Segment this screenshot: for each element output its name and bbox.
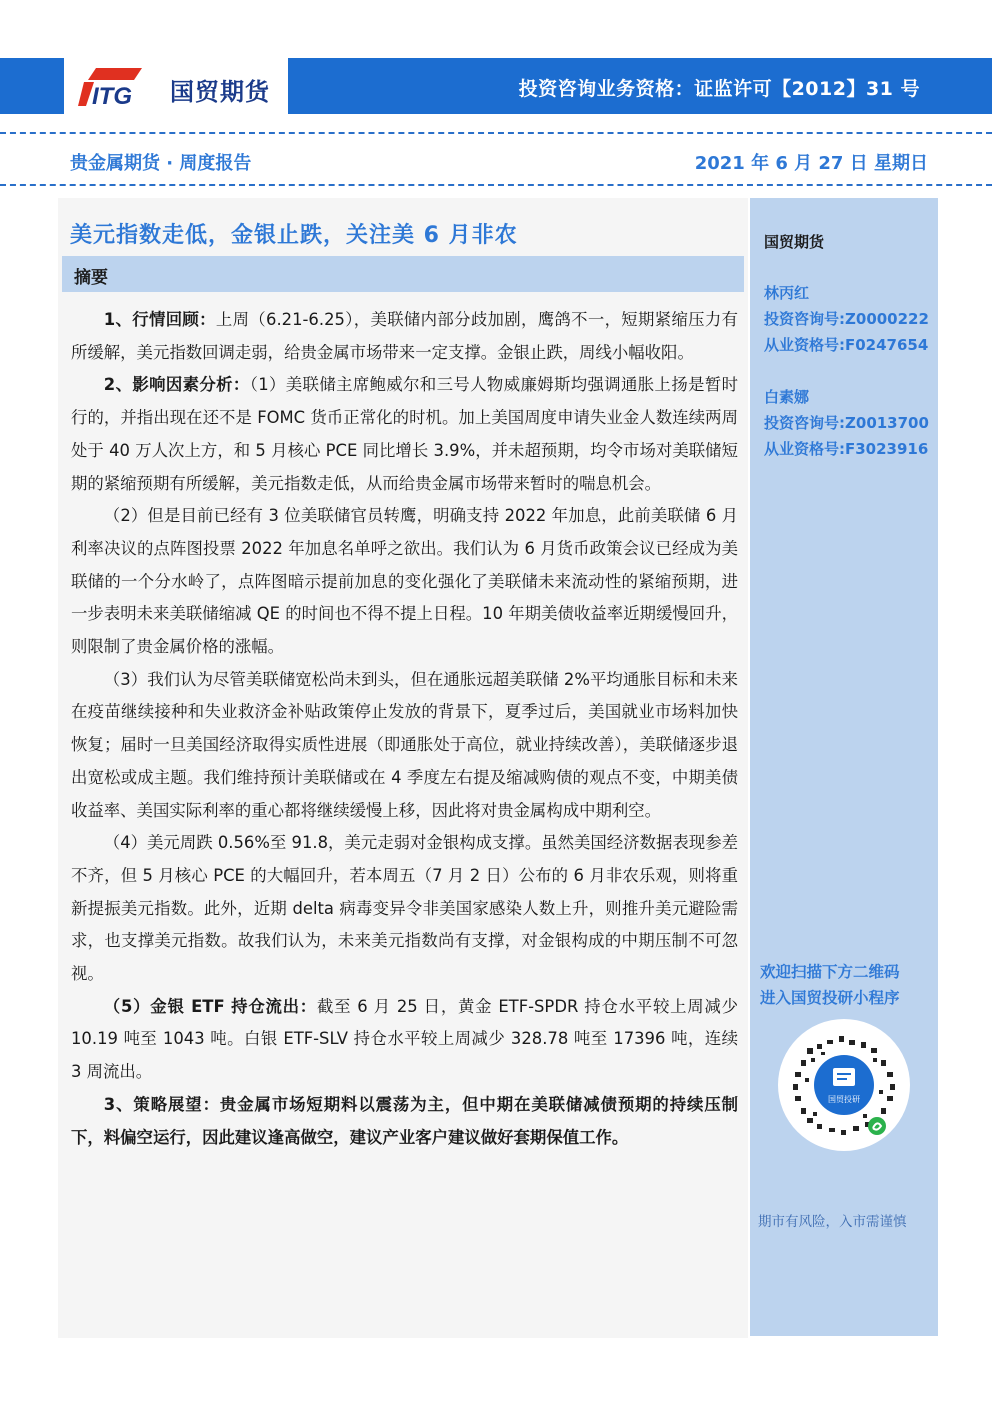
itg-logo-icon xyxy=(78,68,142,106)
qr-prompt-line2: 进入国贸投研小程序 xyxy=(760,989,900,1007)
paragraph-factors: 2、影响因素分析：（1）美联储主席鲍威尔和三号人物威廉姆斯均强调通胀上扬是暂时行的，并指出现在还不是 FOMC 货币正常化的时机。加上美国周度申请失业金人数连续两周处于 40 万人次上方，和 5 月核心 PCE 同比增长 3.9%，并未超预期，均令市场对美联储短期的紧缩预期有所缓解，美元指数走低，从而给贵金属市场带来暂时的喘息机会。 xyxy=(71,375,738,493)
divider-top xyxy=(0,132,992,134)
report-date: 2021 年 6 月 27 日 星期日 xyxy=(694,153,928,174)
company-logo xyxy=(64,58,288,114)
sidebar-company: 国贸期货 xyxy=(764,233,825,251)
abstract-label: 摘要 xyxy=(74,268,108,288)
report-series: 贵金属期货 · 周度报告 xyxy=(70,153,252,174)
license-text: 投资咨询业务资格：证监许可【2012】31 号 xyxy=(518,78,920,100)
analyst-name: 林丙红 xyxy=(764,284,810,302)
analyst-name: 白素娜 xyxy=(764,388,810,406)
analyst-practice-id: 从业资格号:F0247654 xyxy=(764,336,929,354)
analyst-advisory-id: 投资咨询号:Z0013700 xyxy=(764,414,929,432)
mini-program-qr-code[interactable] xyxy=(777,1018,911,1152)
paragraph-market-review: 1、行情回顾：上周（6.21-6.25），美联储内部分歧加剧，鹰鸽不一，短期紧缩压力有所缓解，美元指数回调走弱，给贵金属市场带来一定支撑。金银止跌，周线小幅收阳。 xyxy=(71,310,739,362)
analyst-advisory-id: 投资咨询号:Z0000222 xyxy=(764,310,929,328)
paragraph-strategy: 3、策略展望：贵金属市场短期料以震荡为主，但中期在美联储减债预期的持续压制下，料偏空运行，因此建议逢高做空，建议产业客户建议做好套期保值工作。 xyxy=(71,1094,739,1147)
abstract-bar xyxy=(62,256,744,292)
qr-center-label: 国贸投研 xyxy=(828,1095,860,1104)
paragraph-factor-2: （2）但是目前已经有 3 位美联储官员转鹰，明确支持 2022 年加息，此前美联储 6 月利率决议的点阵图投票 2022 年加息名单呼之欲出。我们认为 6 月货币政策会议已经成为美联储的一个分水岭了，点阵图暗示提前加息的变化强化了美联储未来流动性的紧缩预期，进一步表明未来美联储缩减 QE 的时间也不得不提上日程。10 年期美债收益率近期缓慢回升，则限制了贵金属价格的涨幅。 xyxy=(71,506,738,657)
paragraph-factor-4: （4）美元周跌 0.56%至 91.8，美元走弱对金银构成支撑。虽然美国经济数据表现参差不齐，但 5 月核心 PCE 的大幅回升，若本周五（7 月 2 日）公布的 6 月非农乐观，则将重新提振美元指数。此外，近期 delta 病毒变异令非美国家感染人数上升，则推升美元避险需求，也支撑美元指数。故我们认为，未来美元指数尚有支撑，对金银构成的中期压制不可忽视。 xyxy=(71,833,738,984)
report-body xyxy=(71,304,738,1154)
qr-prompt-line1: 欢迎扫描下方二维码 xyxy=(760,963,900,981)
analyst-practice-id: 从业资格号:F3023916 xyxy=(764,440,929,458)
paragraph-factor-3: （3）我们认为尽管美联储宽松尚未到头，但在通胀远超美联储 2%平均通胀目标和未来在疫苗继续接种和失业救济金补贴政策停止发放的背景下，夏季过后，美国就业市场料加快恢复；届时一旦美国经济取得实质性进展（即通胀处于高位，就业持续改善），美联储逐步退出宽松或成主题。我们维持预计美联储或在 4 季度左右提及缩减购债的观点不变，中期美债收益率、美国实际利率的重心都将继续缓慢上移，因此将对贵金属构成中期利空。 xyxy=(71,669,738,820)
svg-text:ITG: ITG xyxy=(92,83,132,106)
report-headline: 美元指数走低，金银止跌，关注美 6 月非农 xyxy=(70,223,518,248)
sidebar xyxy=(750,198,938,1336)
risk-notice: 期市有风险，入市需谨慎 xyxy=(758,1214,907,1230)
paragraph-etf: （5）金银 ETF 持仓流出：截至 6 月 25 日，黄金 ETF-SPDR 持仓水平较上周减少 10.19 吨至 1043 吨。白银 ETF-SLV 持仓水平较上周减少 328.78 吨至 17396 吨，连续 3 周流出。 xyxy=(71,996,739,1082)
logo-text: 国贸期货 xyxy=(170,78,270,106)
divider-bottom xyxy=(0,184,992,186)
